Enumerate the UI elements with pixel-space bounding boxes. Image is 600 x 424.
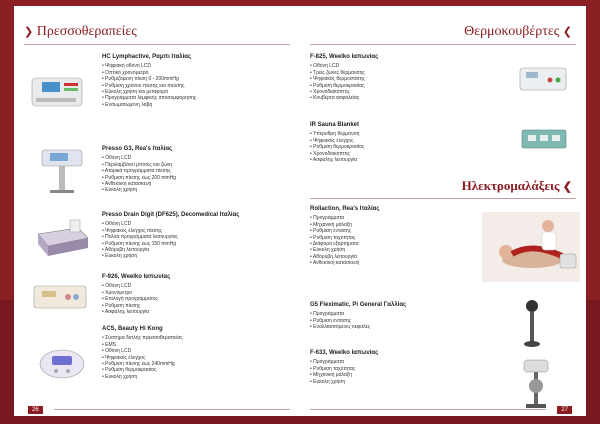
list-item: • Ρύθμιση ταχύτητας xyxy=(310,366,510,372)
right-page-title-mid: Ηλεκτρομαλάξεις ❮ xyxy=(461,178,572,193)
product-title: F-633, Weelko Ιαπωνίας xyxy=(310,350,379,356)
list-item: • Ρύθμιση χρόνου πίεσης και παύσης xyxy=(102,83,290,89)
presso-g3-image xyxy=(36,146,88,196)
list-item: • Ψηφιακός θερμοστάτης xyxy=(310,76,510,82)
list-item: • Ψηφιακός έλεγχος πίεσης xyxy=(102,228,290,234)
list-item: • Περιλαμβάνει μπότες και ζώνη xyxy=(102,162,290,168)
list-item: • Ρύθμιση πίεσης έως 150 mmHg xyxy=(102,241,290,247)
footer-rule xyxy=(54,409,290,410)
list-item: • Οθόνη LCD xyxy=(102,283,290,289)
list-item: • Πολλά προγράμματα λειτουργίας xyxy=(102,234,290,240)
list-item: • Εύκολη χρήση xyxy=(102,187,290,193)
product-presso-g3 xyxy=(102,146,290,194)
product-title: G5 Fleximatic, Pi General Γαλλίας xyxy=(310,302,407,308)
list-item: • Προγράμματα xyxy=(310,311,510,317)
section-rule xyxy=(310,198,576,199)
list-item: • Ατομικά προγράμματα πίεσης xyxy=(102,168,290,174)
list-item: • Ρυθμιζόμενη πίεση 0 - 200mmHg xyxy=(102,76,290,82)
hc-lymphactive-image xyxy=(28,68,86,112)
list-item: • Ρύθμιση θερμοκρασίας xyxy=(102,367,290,373)
list-item: • Ανθεκτική κατασκευή xyxy=(310,260,480,266)
list-item: • Εύκολη χρήση xyxy=(310,247,480,253)
product-title: F-926, Weelko Ιαπωνίας xyxy=(102,274,171,280)
list-item: • Χρονοδιακόπτης xyxy=(310,151,510,157)
list-item: • Εύκολη χρήση xyxy=(102,253,290,259)
list-item: • Ρύθμιση πίεσης έως 240mmHg xyxy=(102,361,290,367)
product-acs xyxy=(102,326,290,380)
product-f633 xyxy=(310,350,510,385)
list-item: • Χρονοδιακόπτης xyxy=(310,89,510,95)
list-item: • EMS xyxy=(102,342,290,348)
f633-image xyxy=(516,356,556,412)
list-item: • Υπέρυθρη θέρμανση xyxy=(310,131,510,137)
chevron-left-icon: ❮ xyxy=(562,181,572,193)
product-ir-sauna xyxy=(310,122,510,163)
list-item: • Προγράμματα xyxy=(310,215,480,221)
list-item: • Μηχανική μάλαξη xyxy=(310,222,480,228)
product-title: IR Sauna Blanket xyxy=(310,122,360,128)
list-item: • Ρύθμιση πίεσης έως 200 mmHg xyxy=(102,175,290,181)
product-title: Presso Drain Digit (DF625), Decomedical Ιταλίας xyxy=(102,212,240,218)
list-item: • Οθόνη LCD xyxy=(102,348,290,354)
list-item: • Ανθεκτική κατασκευή xyxy=(102,181,290,187)
ir-sauna-image xyxy=(518,124,570,154)
product-f825 xyxy=(310,54,510,102)
list-item: • Προγράμματα λεμφικής αποσυμφόρησης xyxy=(102,95,290,101)
list-item: • Ρύθμιση ταχύτητας xyxy=(310,235,480,241)
list-item: • Μηχανική μάλαξη xyxy=(310,372,510,378)
presso-drain-image xyxy=(32,218,92,258)
list-item: • Αθόρυβη λειτουργία xyxy=(102,247,290,253)
product-title: Presso G3, Rea's Ιταλίας xyxy=(102,146,173,152)
product-title: ACS, Beauty Hi Kong xyxy=(102,326,163,332)
list-item: • Ρύθμιση πίεσης xyxy=(102,303,290,309)
list-item: • Ενσωματωμένη λαβή xyxy=(102,102,290,108)
list-item: • Αθόρυβη λειτουργία xyxy=(310,254,480,260)
chevron-left-icon: ❮ xyxy=(562,26,572,38)
list-item: • Οθόνη LCD xyxy=(102,221,290,227)
g5-fleximatic-image xyxy=(520,298,544,350)
f825-image xyxy=(516,62,570,96)
footer-rule xyxy=(310,409,546,410)
header-rule xyxy=(24,44,290,45)
right-page-title-top: Θερμοκουβέρτες ❮ xyxy=(464,24,572,39)
page-number: 27 xyxy=(557,406,572,414)
left-page xyxy=(14,6,300,416)
product-hc-lymphactive xyxy=(102,54,290,108)
list-item: • Ρύθμιση έντασης xyxy=(310,318,510,324)
list-item: • Προγράμματα xyxy=(310,359,510,365)
page-number: 26 xyxy=(28,406,43,414)
product-title: Rollaction, Rea's Ιταλίας xyxy=(310,206,380,212)
product-g5-fleximatic xyxy=(310,302,510,331)
list-item: • Επιλογή προγράμματος xyxy=(102,296,290,302)
list-item: • Διάφορα εξαρτήματα xyxy=(310,241,480,247)
list-item: • Ασφαλής λειτουργία xyxy=(310,157,510,163)
list-item: • Εύκολη χρήση xyxy=(310,379,510,385)
list-item: • Οθόνη LCD xyxy=(310,63,510,69)
list-item: • Ψηφιακή οθόνη LCD xyxy=(102,63,290,69)
right-page xyxy=(300,6,586,416)
acs-image xyxy=(36,342,88,382)
list-item: • Σύστημα διπλής πρεσσοθεραπείας xyxy=(102,335,290,341)
product-title: F-825, Weelko Ιαπωνίας xyxy=(310,54,379,60)
list-item: • Ασφαλής λειτουργία xyxy=(102,309,290,315)
list-item: • Οθόνη LCD xyxy=(102,155,290,161)
product-presso-drain xyxy=(102,212,290,260)
list-item: • Ψηφιακός έλεγχος xyxy=(102,355,290,361)
list-item: • Χρονόμετρο xyxy=(102,290,290,296)
left-page-title: ❯ Πρεσσοθεραπείες xyxy=(24,24,137,39)
list-item: • Ψηφιακός έλεγχος xyxy=(310,138,510,144)
rollaction-image xyxy=(482,212,580,282)
chevron-right-icon: ❯ xyxy=(24,26,34,38)
list-item: • Τρεις ζώνες θέρμανσης xyxy=(310,70,510,76)
product-title: HC Lymphactive, Ραμπι Ιταλίας xyxy=(102,54,192,60)
list-item: • Οπτικό χρονόμετρο xyxy=(102,70,290,76)
header-rule xyxy=(310,44,576,45)
list-item: • Κουβέρτα ασφαλείας xyxy=(310,95,510,101)
f926-image xyxy=(32,280,88,314)
list-item: • Ρύθμιση έντασης xyxy=(310,228,480,234)
list-item: • Ρύθμιση θερμοκρασίας xyxy=(310,144,510,150)
list-item: • Εναλλασσόμενες κεφαλές xyxy=(310,324,510,330)
list-item: • Ρύθμιση θερμοκρασίας xyxy=(310,83,510,89)
product-rollaction xyxy=(310,206,480,267)
list-item: • Εύκολη χρήση και μεταφορά xyxy=(102,89,290,95)
list-item: • Εύκολη χρήση xyxy=(102,374,290,380)
product-f926 xyxy=(102,274,290,315)
